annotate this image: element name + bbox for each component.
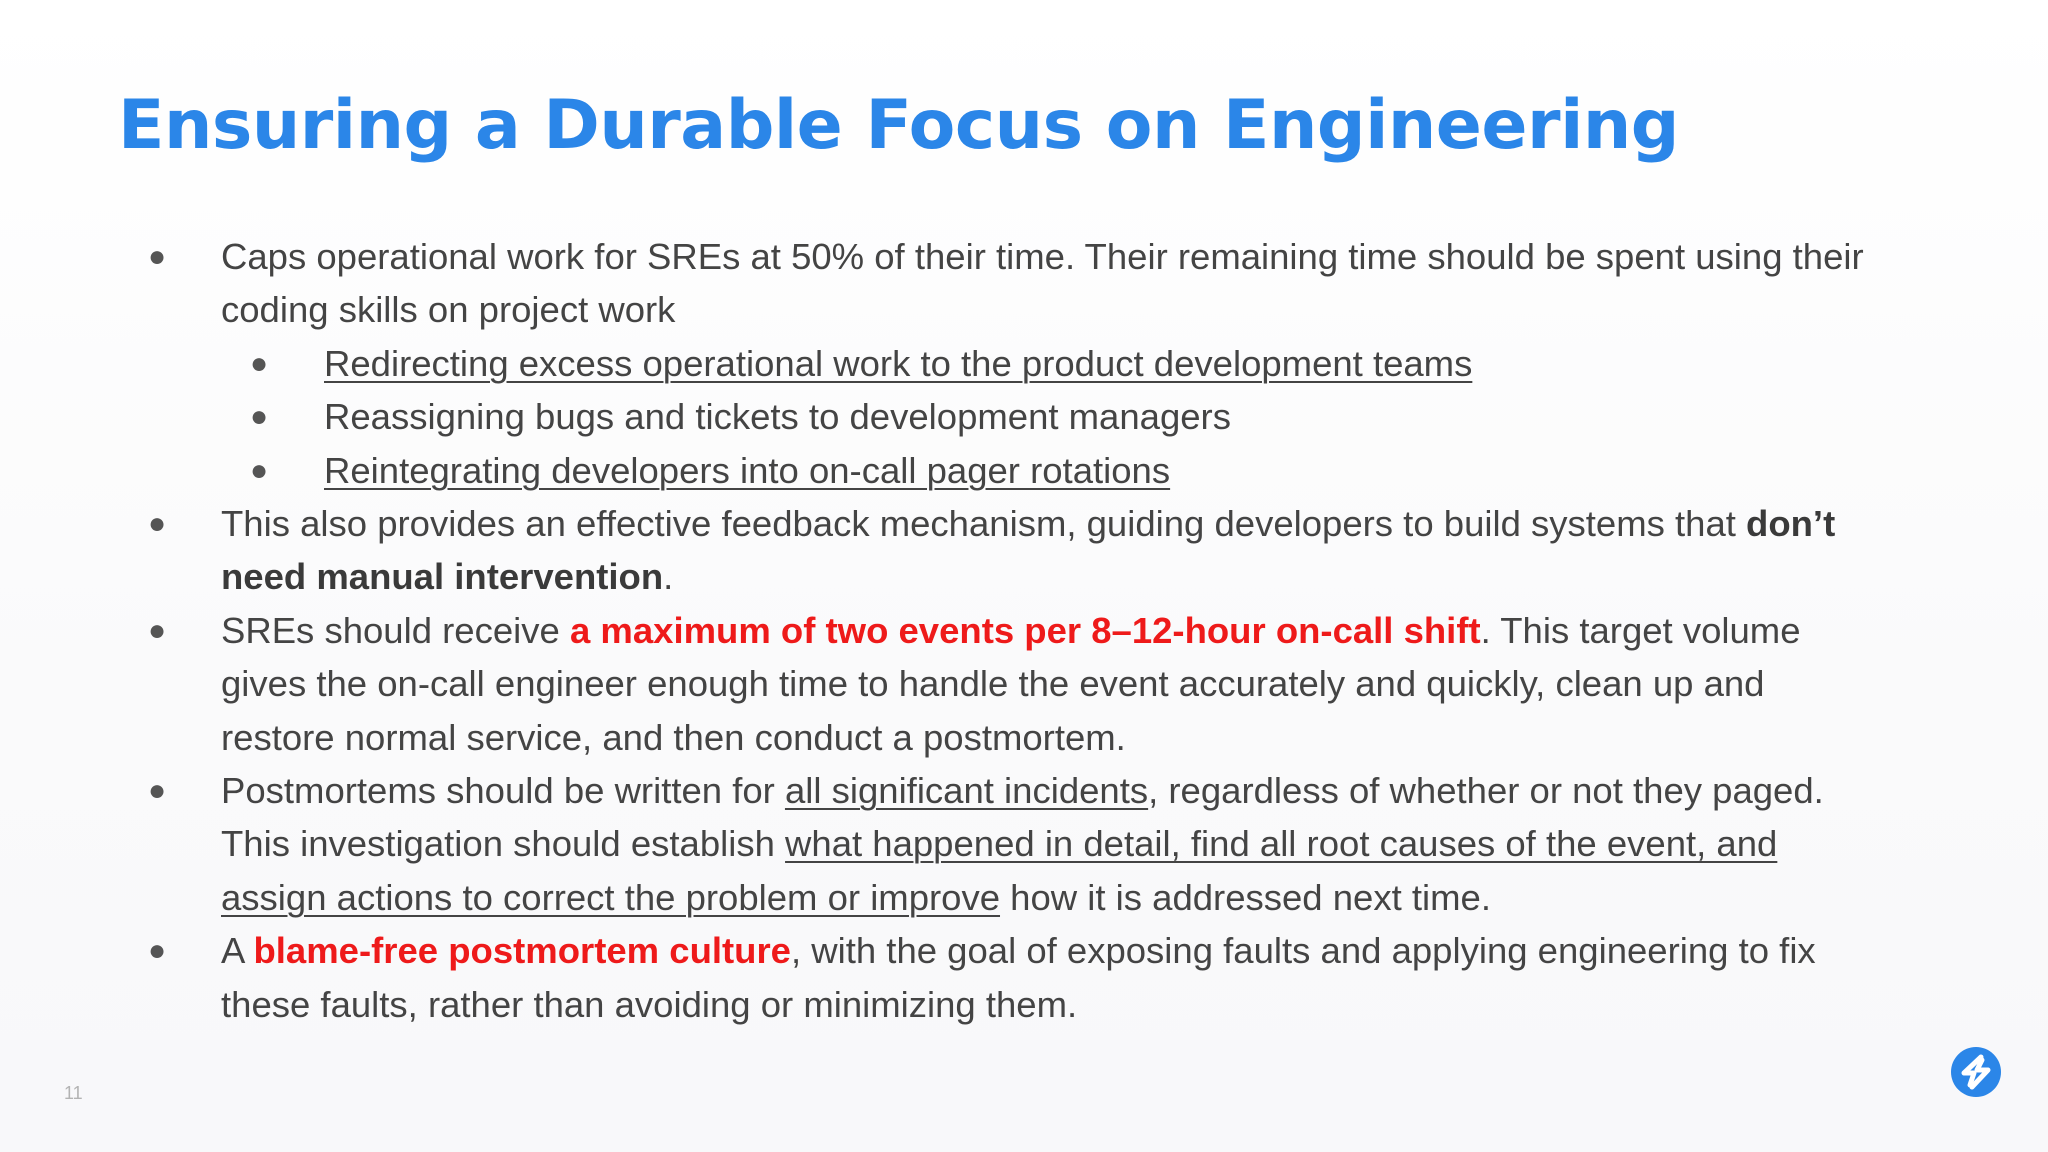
link-redirecting-work[interactable]: Redirecting excess operational work to the product development teams xyxy=(324,342,1473,384)
slide-title: Ensuring a Durable Focus on Engineering xyxy=(118,86,1679,165)
bullet-text: Reassigning bugs and tickets to development managers xyxy=(324,396,1231,438)
link-significant-incidents[interactable]: all significant incidents xyxy=(784,770,1149,812)
bullet-item-postmortems xyxy=(140,764,1880,924)
bullet-dot-icon: ● xyxy=(250,400,269,434)
bullet-list xyxy=(140,230,1880,1031)
highlight-phrase: a maximum of two events per 8–12-hour on-call shift xyxy=(569,609,1481,651)
bullet-text-end: how it is addressed next time. xyxy=(1000,876,1491,918)
bullet-text-mid: , regardless of whether or not they paged. This investigation should establish xyxy=(221,770,1824,865)
page-number: 11 xyxy=(64,1083,83,1103)
bullet-item-operational-cap xyxy=(140,230,1880,337)
bullet-dot-icon: ● xyxy=(148,240,167,273)
sub-bullet-item-reassigning xyxy=(140,390,1880,443)
sub-bullet-item-redirecting xyxy=(140,337,1880,390)
bullet-text: This also provides an effective feedback mechanism, guiding developers to build systems that xyxy=(221,503,1747,545)
bullet-text-end: , with the goal of exposing faults and applying engineering to fix these faults, rather than avoiding or minimizing them. xyxy=(221,930,1816,1025)
bullet-dot-icon: ● xyxy=(148,934,167,968)
highlight-phrase: blame-free postmortem culture xyxy=(253,930,791,972)
bullet-text: Caps operational work for SREs at 50% of their time. Their remaining time should be spent using their coding skills on project work xyxy=(221,236,1864,331)
bullet-dot-icon: ● xyxy=(148,774,167,808)
bullet-text: A xyxy=(221,930,254,972)
bullet-item-feedback xyxy=(140,497,1880,604)
bullet-dot-icon: ● xyxy=(148,507,167,541)
s-bolt-logo-icon xyxy=(1950,1046,2002,1098)
bullet-text-end: . This target volume gives the on-call engineer enough time to handle the event accurately and quickly, clean up and restore normal service, and then conduct a postmortem. xyxy=(221,609,1801,758)
bullet-item-blame-free xyxy=(140,924,1880,1031)
bullet-dot-icon: ● xyxy=(250,346,269,380)
link-investigation-details[interactable]: what happened in detail, find all root causes of the event, and assign actions to correct the problem or improve xyxy=(221,823,1778,918)
link-reintegrating-developers[interactable]: Reintegrating developers into on-call pager rotations xyxy=(324,449,1171,491)
bullet-text: Postmortems should be written for xyxy=(221,770,785,812)
bold-phrase: don’t need manual intervention xyxy=(221,503,1836,598)
sub-bullet-item-reintegrating xyxy=(140,444,1880,497)
bullet-dot-icon: ● xyxy=(250,453,269,487)
bullet-item-event-limit xyxy=(140,604,1880,764)
bullet-dot-icon: ● xyxy=(148,613,167,647)
bullet-text-end: . xyxy=(663,556,674,598)
bullet-text: SREs should receive xyxy=(221,609,570,651)
